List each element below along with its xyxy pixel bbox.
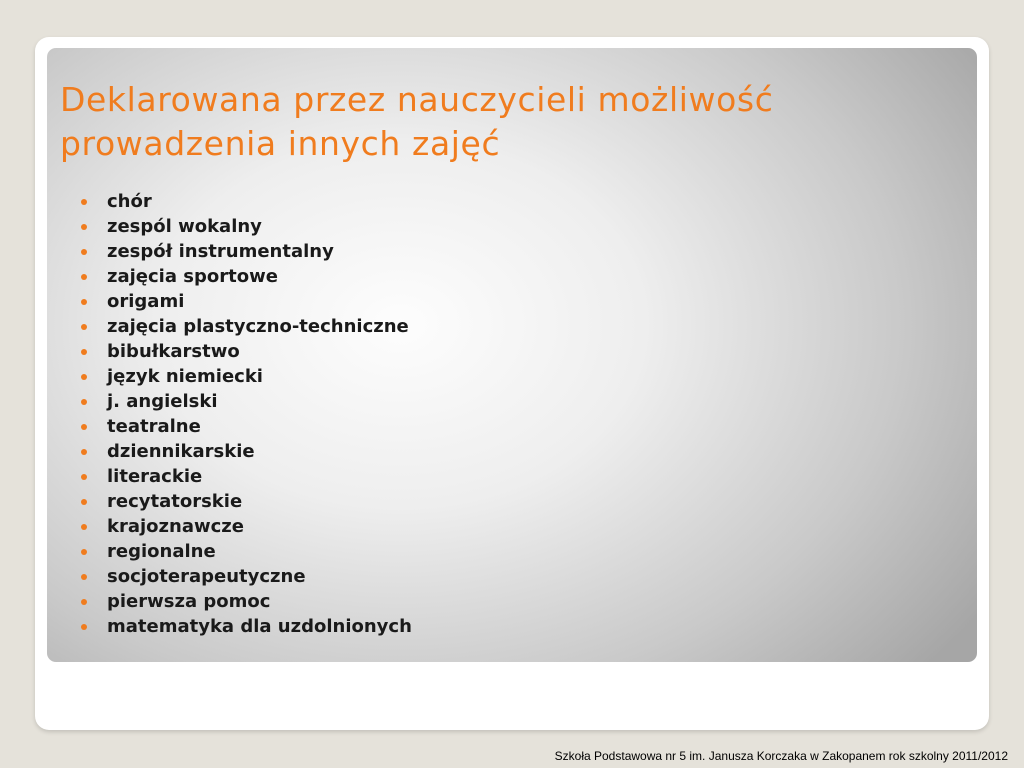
list-item-label: bibułkarstwo: [107, 341, 240, 362]
bullet-dot-icon: [81, 324, 87, 330]
bullet-dot-icon: [81, 249, 87, 255]
list-item: [81, 364, 412, 389]
list-item-label: zespół instrumentalny: [107, 241, 334, 262]
list-item: [81, 489, 412, 514]
activity-list: [81, 189, 412, 639]
list-item: [81, 614, 412, 639]
slide-title: Deklarowana przez nauczycieli możliwość prowadzenia innych zajęć: [60, 80, 774, 163]
slide-content-panel: [47, 48, 977, 662]
list-item-label: dziennikarskie: [107, 441, 255, 462]
list-item-label: socjoterapeutyczne: [107, 566, 306, 587]
list-item-label: język niemiecki: [107, 366, 263, 387]
bullet-dot-icon: [81, 549, 87, 555]
list-item-label: regionalne: [107, 541, 216, 562]
list-item-label: chór: [107, 191, 152, 212]
list-item-label: j. angielski: [107, 391, 218, 412]
list-item: [81, 514, 412, 539]
list-item: [81, 339, 412, 364]
list-item: [81, 414, 412, 439]
list-item: [81, 539, 412, 564]
bullet-dot-icon: [81, 274, 87, 280]
bullet-dot-icon: [81, 399, 87, 405]
bullet-dot-icon: [81, 299, 87, 305]
list-item-label: origami: [107, 291, 185, 312]
bullet-dot-icon: [81, 199, 87, 205]
list-item: [81, 314, 412, 339]
list-item: [81, 189, 412, 214]
bullet-dot-icon: [81, 574, 87, 580]
list-item-label: zajęcia sportowe: [107, 266, 278, 287]
bullet-dot-icon: [81, 624, 87, 630]
bullet-dot-icon: [81, 474, 87, 480]
list-item: [81, 589, 412, 614]
list-item-label: krajoznawcze: [107, 516, 244, 537]
list-item: [81, 564, 412, 589]
list-item: [81, 464, 412, 489]
bullet-dot-icon: [81, 424, 87, 430]
list-item: [81, 289, 412, 314]
footer-caption: Szkoła Podstawowa nr 5 im. Janusza Korczaka w Zakopanem rok szkolny 2011/2012: [554, 749, 1008, 763]
list-item-label: literackie: [107, 466, 203, 487]
list-item-label: matematyka dla uzdolnionych: [107, 616, 412, 637]
list-item-label: recytatorskie: [107, 491, 243, 512]
bullet-dot-icon: [81, 499, 87, 505]
list-item: [81, 439, 412, 464]
list-item: [81, 239, 412, 264]
list-item-label: teatralne: [107, 416, 201, 437]
slide-frame: [35, 37, 989, 730]
bullet-dot-icon: [81, 524, 87, 530]
list-item-label: zespól wokalny: [107, 216, 262, 237]
bullet-dot-icon: [81, 449, 87, 455]
list-item-label: pierwsza pomoc: [107, 591, 271, 612]
list-item: [81, 264, 412, 289]
bullet-dot-icon: [81, 349, 87, 355]
list-item-label: zajęcia plastyczno-techniczne: [107, 316, 409, 337]
list-item: [81, 214, 412, 239]
list-item: [81, 389, 412, 414]
bullet-dot-icon: [81, 224, 87, 230]
bullet-dot-icon: [81, 374, 87, 380]
bullet-dot-icon: [81, 599, 87, 605]
